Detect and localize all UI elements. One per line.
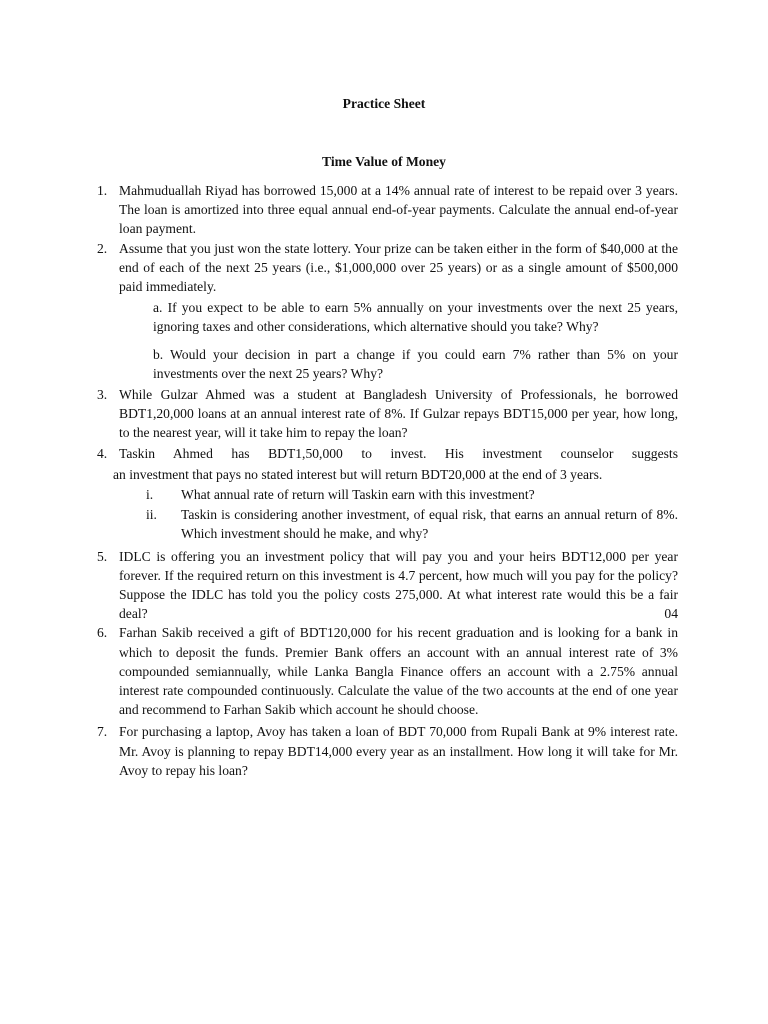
question-7 xyxy=(0,722,678,780)
question-text-line-1: Taskin Ahmed has BDT1,50,000 to invest. His investment counselor suggests xyxy=(119,445,678,461)
question-number: 2. xyxy=(97,240,108,256)
question-4-continued xyxy=(0,465,683,484)
part-number: ii. xyxy=(146,507,157,523)
question-number: 1. xyxy=(97,183,108,198)
question-text: Assume that you just won the state lottery. Your prize can be taken either in the form of $40,000 at the end of each of the next 25 years (i.e., $1,000,000 over 25 years) or as a single amount of $500,000 paid immediately. xyxy=(119,240,678,295)
question-2-part-b: b. Would your decision in part a change if you could earn 7% rather than 5% on your investments over the next 25 years? Why? xyxy=(153,346,678,381)
question-number: 7. xyxy=(97,724,108,740)
question-6 xyxy=(0,623,678,719)
question-text: For purchasing a laptop, Avoy has taken a loan of BDT 70,000 from Rupali Bank at 9% interest rate. Mr. Avoy is planning to repay BDT14,000 every year as an installment. How long it will take for Mr. Avoy to repay his loan? xyxy=(119,724,678,778)
page-title: Practice Sheet xyxy=(342,96,426,111)
question-number: 6. xyxy=(97,625,108,641)
question-text: IDLC is offering you an investment policy that will pay you and your heirs BDT12,000 per year forever. If the required return on this investment is 4.7 percent, how much will you pay for the policy? Suppose the IDLC has told you the policy costs 275,000. At what interest rate would this be a fair deal? xyxy=(119,548,678,622)
part-text: What annual rate of return will Taskin earn with this investment? xyxy=(181,487,535,503)
question-4 xyxy=(0,444,678,463)
question-2 xyxy=(0,239,678,297)
question-number: 3. xyxy=(97,387,108,403)
question-text: While Gulzar Ahmed was a student at Bangladesh University of Professionals, he borrowed BDT1,20,000 loans at an annual interest rate of 8%. If Gulzar repays BDT15,000 per year, how long, to the nearest year, will it take him to repay the loan? xyxy=(119,387,678,441)
question-3 xyxy=(0,385,678,443)
question-5 xyxy=(0,547,678,624)
question-4-part-i xyxy=(0,485,678,504)
question-text: Farhan Sakib received a gift of BDT120,000 for his recent graduation and is looking for a bank in which to deposit the funds. Premier Bank offers an account with an annual interest rate of 3% compounded semiannually, while Lanka Bangla Finance offers an account with a 2.75% annual interest rate compounded continuously. Calculate the value of the two accounts at the end of one year and recommend to Farhan Sakib which account he should choose. xyxy=(119,625,678,718)
part-text: Taskin is considering another investment, of equal risk, that earns an annual return of 8%. Which investment should he make, and why? xyxy=(181,507,678,542)
question-text: Mahmuduallah Riyad has borrowed 15,000 at a 14% annual rate of interest to be repaid over 3 years. The loan is amortized into three equal annual end-of-year payments. Calculate the annual end-of-year loan payment. xyxy=(119,183,678,237)
question-2-part-a: a. If you expect to be able to earn 5% annually on your investments over the next 25 years, ignoring taxes and other considerations, which alternative should you take? Why? xyxy=(153,300,678,335)
part-number: i. xyxy=(146,487,154,503)
question-number: 4. xyxy=(97,445,108,461)
question-number: 5. xyxy=(97,548,108,564)
question-1 xyxy=(0,181,678,239)
question-list xyxy=(0,181,768,780)
question-text-line-2: an investment that pays no stated interest but will return BDT20,000 at the end of 3 years. xyxy=(113,466,603,482)
section-title: Time Value of Money xyxy=(322,154,446,169)
marks-label: 04 xyxy=(664,606,678,622)
question-4-part-ii xyxy=(0,505,678,543)
